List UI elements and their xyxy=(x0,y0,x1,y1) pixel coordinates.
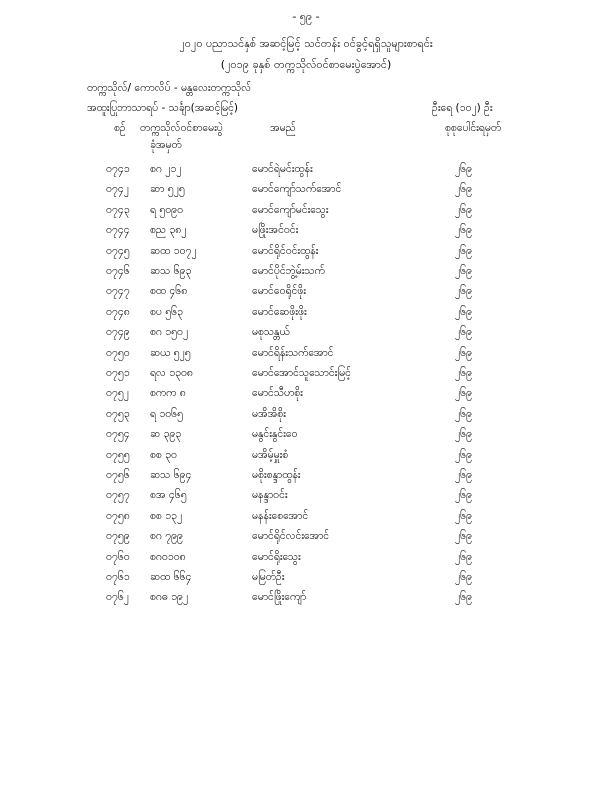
score-cell: ၂၆၉ xyxy=(455,203,472,216)
score-cell: ၂၆၉ xyxy=(455,428,472,441)
serial-cell: ၀၇၄၈ xyxy=(106,305,130,318)
name-cell: မအိအိစိုး xyxy=(252,407,286,420)
major-line: အထူးပြုဘာသာရပ် - သင်္ချာ(အဆင့်မြင့်) xyxy=(87,102,239,114)
roll-cell: စဂဓ ၁၉၂ xyxy=(150,591,189,604)
name-cell: မောင်ရိုင်လင်းအောင် xyxy=(252,530,330,543)
name-cell: မဖြိုးအင်ဝင်း xyxy=(252,224,299,237)
table-row xyxy=(0,201,612,221)
roll-cell: ဆထ ၁၀၇၂ xyxy=(150,244,197,257)
serial-cell: ၀၇၅၈ xyxy=(106,509,130,522)
score-cell: ၂၆၉ xyxy=(455,571,472,583)
document-subtitle: (၂၀၁၉ ခုနှစ် တက္ကသိုလ်ဝင်စာမေးပွဲအောင်) xyxy=(220,58,392,71)
serial-cell: ၀၇၅၆ xyxy=(106,469,130,481)
serial-cell: ၀၇၅၁ xyxy=(106,367,130,379)
roll-cell: စည ၃၈၂ xyxy=(150,224,187,237)
table-row xyxy=(0,323,612,343)
roll-cell: ဆထ ၆၆၄ xyxy=(150,571,192,583)
name-cell: မအိမ့်မှူးစံ xyxy=(252,448,289,461)
serial-cell: ၀၇၄၉ xyxy=(106,326,130,339)
table-row xyxy=(0,588,612,608)
serial-cell: ၀၇၆၂ xyxy=(106,591,129,604)
serial-cell: ၀၇၅၀ xyxy=(106,346,130,359)
name-cell: မောင်ပိုင်ဘွဲ့မ်းသက် xyxy=(252,265,325,277)
table-row xyxy=(0,180,612,200)
university-line: တက္ကသိုလ်/ ကောလိပ် - မန္တလေးတက္ကသိုလ် xyxy=(87,82,252,94)
serial-cell: ၀၇၅၅ xyxy=(106,448,130,461)
serial-cell: ၀၇၅၇ xyxy=(106,489,130,502)
table-row xyxy=(0,303,612,323)
name-cell: မောင်ဝေရိုင်ဖိုး xyxy=(252,285,306,298)
serial-cell: ၀၇၅၄ xyxy=(106,428,130,441)
table-row xyxy=(0,446,612,466)
table-row xyxy=(0,242,612,262)
serial-cell: ၀၇၄၁ xyxy=(106,163,130,175)
table-row xyxy=(0,527,612,547)
name-cell: မောင်ကျော်သက်အောင် xyxy=(252,183,342,196)
name-cell: မနန်းစေအောင် xyxy=(252,509,309,522)
header-serial: စဉ် xyxy=(114,122,126,134)
roll-cell: ဆသ ၆၉၄ xyxy=(150,469,192,481)
score-cell: ၂၆၉ xyxy=(455,305,472,318)
table-row xyxy=(0,160,612,180)
score-cell: ၂၆၉ xyxy=(455,244,472,257)
name-cell: မောင်ဖြိုးကျော် xyxy=(252,591,307,604)
serial-cell: ၀၇၄၅ xyxy=(106,244,130,257)
name-cell: မောင်ရိုင်ဝင်းထွန်း xyxy=(252,244,319,257)
serial-cell: ၀၇၆၁ xyxy=(106,571,130,583)
roll-cell: စအ ၄၆၅ xyxy=(150,489,187,502)
score-cell: ၂၆၉ xyxy=(455,265,472,277)
score-cell: ၂၆၉ xyxy=(455,550,472,563)
header-score: စုစုပေါင်းရမှတ် xyxy=(445,122,502,134)
score-cell: ၂၆၉ xyxy=(455,489,472,502)
table-row xyxy=(0,344,612,364)
table-row xyxy=(0,425,612,445)
table-row xyxy=(0,486,612,506)
table-row xyxy=(0,548,612,568)
name-cell: မောင်ကျော်မင်းသွေး xyxy=(252,203,329,216)
table-row xyxy=(0,364,612,384)
roll-cell: စပ ၅၆၃ xyxy=(150,305,183,318)
roll-cell: ဆယ ၅၂၅ xyxy=(150,346,191,359)
name-cell: မနန္ဒာဝင်း xyxy=(252,489,288,502)
name-cell: မနွင်းနွင်းဝေ xyxy=(252,428,298,441)
table-row xyxy=(0,262,612,282)
roll-cell: ရ ၅၀၉၀ xyxy=(150,203,183,216)
roll-cell: စဂ ၂၁၂ xyxy=(150,163,182,175)
roll-cell: စကက ၈ xyxy=(150,387,186,400)
serial-cell: ၀၇၅၃ xyxy=(106,407,130,420)
table-row xyxy=(0,384,612,404)
score-cell: ၂၆၉ xyxy=(455,509,472,522)
serial-cell: ၀၇၄၆ xyxy=(106,265,130,277)
document-title: ၂၀၂၀ ပညာသင်နှစ် အဆင့်မြင့် သင်တန်း ဝင်ခွင့်ရရှိသူများစာရင်း xyxy=(179,37,433,50)
roll-cell: စထ ၄၆၈ xyxy=(150,285,188,298)
score-cell: ၂၆၉ xyxy=(455,346,472,359)
roll-cell: ဆာ ၅၂၅ xyxy=(150,183,185,196)
serial-cell: ၀၇၄၇ xyxy=(106,285,130,298)
score-cell: ၂၆၉ xyxy=(455,326,472,339)
serial-cell: ၀၇၄၃ xyxy=(106,203,130,216)
name-cell: မောင်ရိုးသွေး xyxy=(252,550,301,563)
score-cell: ၂၆၉ xyxy=(455,163,472,175)
serial-cell: ၀၇၅၉ xyxy=(106,530,130,543)
name-cell: မောင်သီဟစိုး xyxy=(252,387,303,400)
header-name: အမည် xyxy=(270,122,296,134)
roll-cell: ဆသ ၆၉၃ xyxy=(150,265,192,277)
serial-cell: ၀၇၆၀ xyxy=(106,550,130,563)
roll-cell: ရ ၁၀၆၅ xyxy=(150,407,183,420)
name-cell: မစုသန္တယ် xyxy=(252,326,290,339)
name-cell: မောင်ဆေဖိုးဖိုး xyxy=(252,305,307,318)
header-roll: တက္ကသိုလ်ဝင်စာမေးပွဲ xyxy=(140,122,223,134)
score-cell: ၂၆၉ xyxy=(455,367,472,379)
roll-cell: စစ ၃၀ xyxy=(150,448,177,461)
table-row xyxy=(0,282,612,302)
score-cell: ၂၆၉ xyxy=(455,469,472,481)
roll-cell: ဆ ၃၉၃ xyxy=(150,428,182,441)
page-number: - ၅၉ - xyxy=(292,10,320,23)
roll-cell: စဂ ၇၉၉ xyxy=(150,530,183,543)
score-cell: ၂၆၉ xyxy=(455,183,472,196)
name-cell: မောင်ရိန်းသက်အောင် xyxy=(252,346,334,359)
table-row xyxy=(0,221,612,241)
score-cell: ၂၆၉ xyxy=(455,448,472,461)
table-row xyxy=(0,568,612,588)
roll-cell: စဂ ၁၅၀၂ xyxy=(150,326,189,339)
roll-cell: စစ ၁၃၂ xyxy=(150,509,183,522)
name-cell: မောင်ရဲမင်းထွန်း xyxy=(252,163,313,175)
score-cell: ၂၆၉ xyxy=(455,285,472,298)
table-row xyxy=(0,507,612,527)
serial-cell: ၀၇၄၄ xyxy=(106,224,130,237)
score-cell: ၂၆၉ xyxy=(455,591,472,604)
score-cell: ၂၆၉ xyxy=(455,224,472,237)
total-count: ဦးရေ (၁၀၂) ဦး xyxy=(432,102,493,114)
roll-cell: စဂ၀၁၀၈ xyxy=(150,550,186,563)
roll-cell: ရလ ၁၃၀၈ xyxy=(150,367,193,379)
header-roll-sub: ခုံအမှတ် xyxy=(150,139,182,151)
serial-cell: ၀၇၄၂ xyxy=(106,183,129,196)
table-row xyxy=(0,466,612,486)
name-cell: မောင်အောင်သူသောင်းမြင့် xyxy=(252,367,351,379)
name-cell: မမြတ်ဦး xyxy=(252,571,285,583)
table-row xyxy=(0,405,612,425)
score-cell: ၂၆၉ xyxy=(455,407,472,420)
score-cell: ၂၆၉ xyxy=(455,530,472,543)
serial-cell: ၀၇၅၂ xyxy=(106,387,129,400)
name-cell: မစိုးစန္ဒာထွန်း xyxy=(252,469,301,481)
score-cell: ၂၆၉ xyxy=(455,387,472,400)
